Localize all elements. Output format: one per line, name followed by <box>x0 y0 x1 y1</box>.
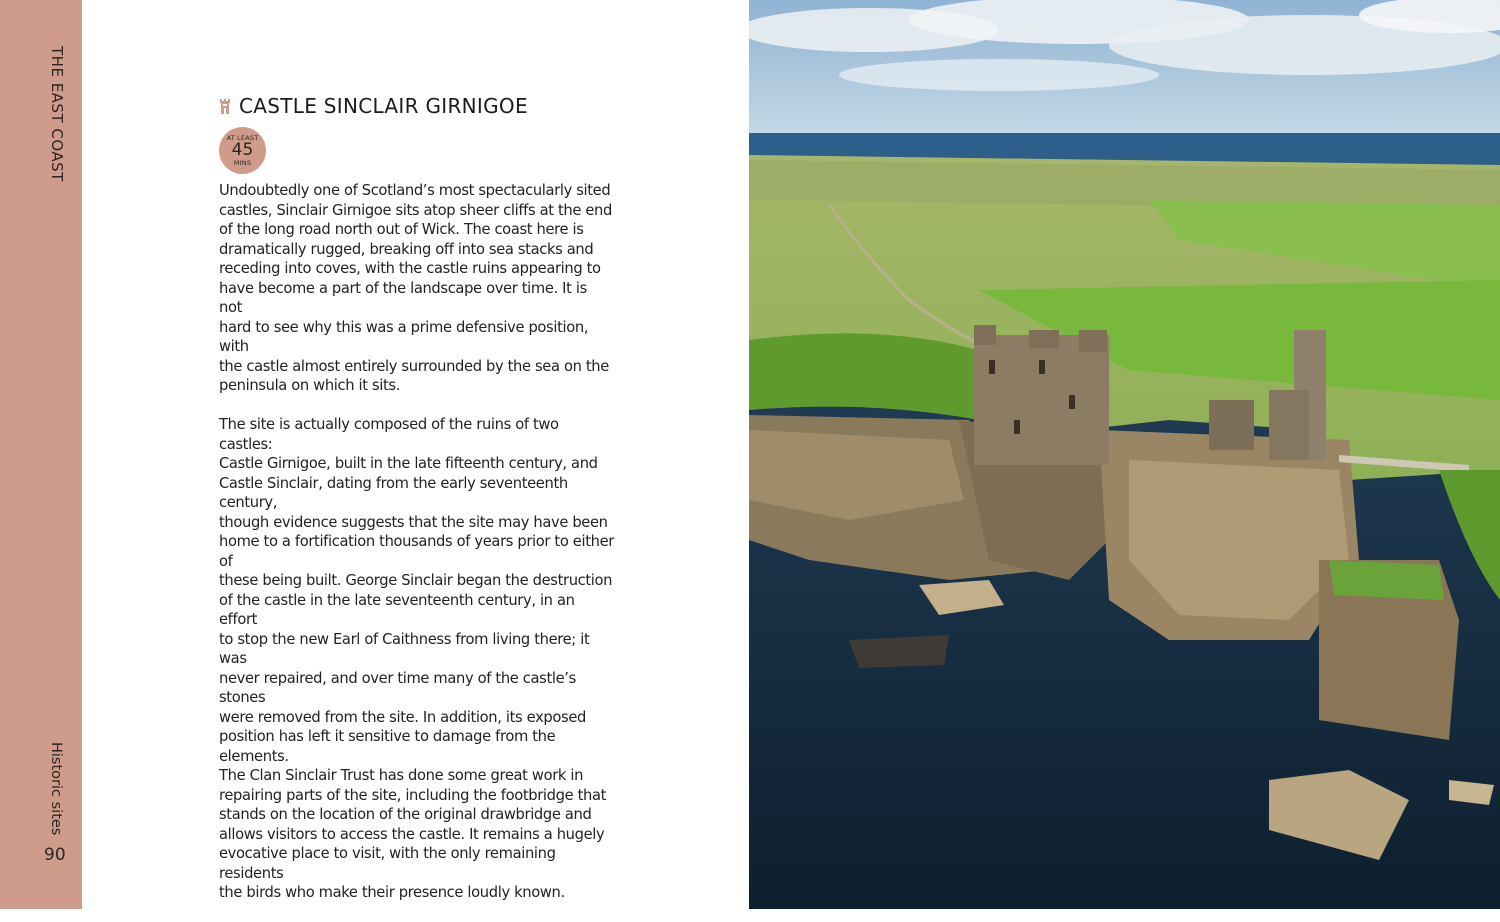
entry-heading <box>219 94 528 118</box>
page-number: 90 <box>44 845 66 865</box>
body-paragraph-2: The site is actually composed of the ruins of two castles: Castle Girnigoe, built in the late fifteenth century, and Castle Sinclair, dating from the early seventeenth century, though evidence suggests that the site may have been home to a fortification thousands of years prior to either of these being built. George Sinclair began the destruction of the castle in the late seventeenth century, in an effort to stop the new Earl of Caithness from living there; it was never repaired, and over time many of the castle’s stones were removed from the site. In addition, its exposed position has left it sensitive to damage from the elements. The Clan Sinclair Trust has done some great work in repairing parts of the site, including the footbridge that stands on the location of the original drawbridge and allows visitors to access the castle. It remains a hugely evocative place to visit, with the only remaining residents the birds who make their presence loudly known. <box>219 416 614 901</box>
castle-photo <box>749 0 1500 909</box>
sidebar <box>0 0 82 909</box>
duration-unit: MINS <box>233 159 252 167</box>
text-page <box>82 0 749 909</box>
section-title: THE EAST COAST <box>48 46 66 182</box>
category-label: Historic sites <box>48 742 64 836</box>
castle-icon <box>219 97 231 115</box>
body-paragraph-1: Undoubtedly one of Scotland’s most spectacularly sited castles, Sinclair Girnigoe sits atop sheer cliffs at the end of the long road north out of Wick. The coast here is dramatically rugged, breaking off into sea stacks and receding into coves, with the castle ruins appearing to have become a part of the landscape over time. It is not hard to see why this was a prime defensive position, with the castle almost entirely surrounded by the sea on the peninsula on which it sits. <box>219 182 612 394</box>
entry-body <box>219 181 614 922</box>
duration-prefix: AT LEAST <box>226 133 259 142</box>
duration-badge <box>219 127 266 174</box>
duration-value: 45 <box>231 140 254 160</box>
entry-title: CASTLE SINCLAIR GIRNIGOE <box>239 94 528 118</box>
